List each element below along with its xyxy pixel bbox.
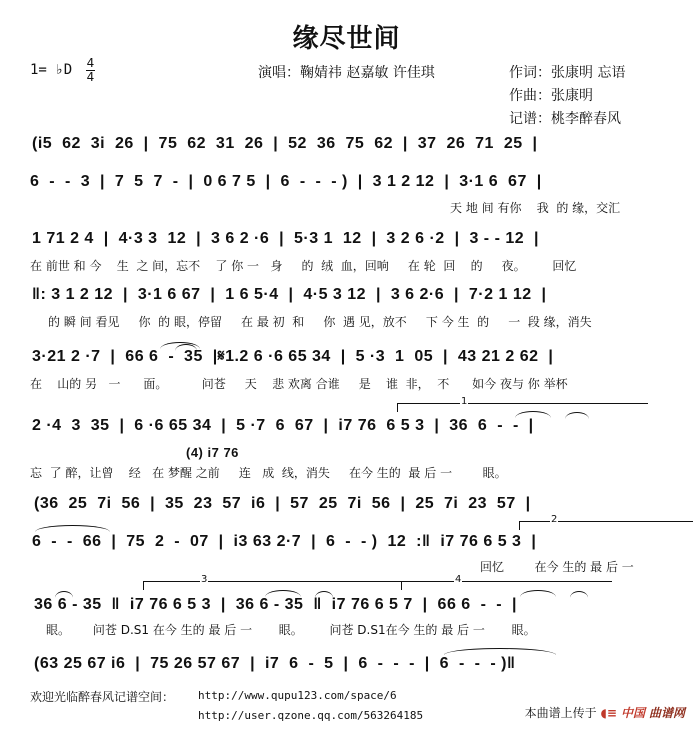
notation-line: ‖: 3 1 2 12 | 3·1 6 67 | 1 6 5·4 | 4·5 3 12 | 3 6 2·6 | 7·2 1 12 | (32, 286, 547, 303)
time-signature-bottom: 4 (86, 70, 95, 84)
site-name-b: 曲谱网 (648, 706, 685, 720)
site-logo-icon: ◖≡ (600, 705, 617, 720)
tie-mark (570, 591, 588, 598)
lyric-line: 天 地 间 有你 我 的 缘，交汇 (450, 201, 621, 215)
notation-line: 36 6 - 35 ‖ i7 76 6 5 3 | 36 6 - 35 ‖ i7 76 6 5 7 | 66 6 - - | (34, 596, 517, 613)
score-row-9 (0, 574, 693, 637)
notation-line: 6 - - 66 | 75 2 - 07 | i3 63 2·7 | 6 - - ) 12 :‖ i7 76 6 5 3 | (32, 533, 537, 550)
upload-label: 本曲谱上传于 (524, 706, 597, 720)
key-signature: 1= ♭D (30, 62, 73, 78)
lyricist-label: 作词： (509, 65, 551, 81)
score-row-4 (0, 286, 693, 329)
score-row-8 (0, 514, 693, 574)
space-url-link[interactable]: http://www.qupu123.com/space/6 (198, 689, 397, 702)
score-row-1 (0, 135, 693, 161)
score-row-10 (0, 655, 693, 681)
notation-line: (i5 62 3i 26 | 75 62 31 26 | 52 36 75 62 | 37 26 71 25 | (32, 135, 538, 152)
transcriber-label: 记谱： (509, 111, 551, 127)
time-signature (86, 58, 95, 83)
lyricist-name: 张康明 忘语 (551, 65, 626, 81)
score-row-7 (0, 495, 693, 521)
lyric-line: 忘 了 醉，让曾 经 在 梦醒 之前 连 成 线，消失 在今 生的 最 后 一 眼。 (30, 466, 507, 480)
lyric-line: 的 瞬 间 看见 你 的 眼，停留 在 最 初 和 你 遇 见，放不 下 今 生 的 一 段 缘，消失 (48, 315, 592, 329)
composer-credit (509, 85, 593, 105)
notation-line: 6 - - 3 | 7 5 7 - | 0 6 7 5 | 6 - - - ) | 3 1 2 12 | 3·1 6 67 | (30, 173, 542, 190)
qzone-url-link[interactable]: http://user.qzone.qq.com/563264185 (198, 709, 424, 722)
lyric-line: 在 前世 和 今 生 之 间，忘不 了 你 一 身 的 绒 血，回响 在 轮 回 的 夜。 回忆 (30, 259, 577, 273)
composer-name: 张康明 (551, 88, 593, 104)
singer-names: 鞠婧祎 赵嘉敏 许佳琪 (300, 65, 435, 81)
score-row-3 (0, 230, 693, 273)
transcriber-credit (509, 108, 621, 128)
tie-mark (520, 590, 556, 597)
volta-bracket-4: 4 (401, 581, 612, 590)
composer-label: 作曲： (509, 88, 551, 104)
lyric-line: 回忆 在今 生的 最 后 一 (480, 560, 634, 574)
score-row-6 (0, 396, 693, 480)
volta-bracket-1: 1 (397, 403, 648, 412)
notation-line: 1 71 2 4 | 4·3 3 12 | 3 6 2 ·6 | 5·3 1 12 | 3 2 6 ·2 | 3 - - 12 | (32, 230, 539, 247)
score-row-5 (0, 348, 693, 391)
notation-line: 2 ·4 3 35 | 6 ·6 65 34 | 5 ·7 6 67 | i7 76 6 5 3 | 36 6 - - | (32, 417, 534, 434)
singer-credit (258, 62, 435, 82)
time-signature-top: 4 (86, 56, 95, 70)
alternate-ending: (4) i7 76 (186, 445, 239, 460)
volta-bracket-3: 3 (143, 581, 404, 590)
lyricist-credit (509, 62, 625, 82)
score-row-2 (0, 173, 693, 215)
site-name-a: 中国 (620, 706, 645, 720)
lyric-line: 眼。 问苍 D.S1 在今 生的 最 后 一 眼。 问苍 D.S1在今 生的 最 后 一 眼。 (46, 623, 536, 637)
tie-mark (565, 412, 589, 419)
site-brand[interactable] (525, 704, 685, 721)
notation-line: (36 25 7i 56 | 35 23 57 i6 | 57 25 7i 56 | 25 7i 23 57 | (34, 495, 531, 512)
tie-mark (35, 525, 110, 532)
welcome-text: 欢迎光临醉春风记谱空间： (30, 690, 175, 704)
lyric-line: 在 山的 另 一 面。 问苍 天 悲 欢离 合谁 是 谁 非， 不 如今 夜与 你 举杯 (30, 377, 568, 391)
transcriber-name: 桃李醉春风 (551, 111, 621, 127)
notation-line: 3·21 2 ·7 | 66 6 - 35 |𝄋1.2 6 ·6 65 34 | 5 ·3 1 05 | 43 21 2 62 | (32, 348, 554, 365)
volta-bracket-2: 2 (519, 521, 693, 530)
singer-label: 演唱： (258, 65, 300, 81)
song-title: 缘尽世间 (292, 24, 401, 54)
notation-line: (63 25 67 i6 | 75 26 57 67 | i7 6 - 5 | 6 - - - | 6 - - - )‖ (34, 655, 516, 672)
tie-mark (444, 648, 556, 655)
